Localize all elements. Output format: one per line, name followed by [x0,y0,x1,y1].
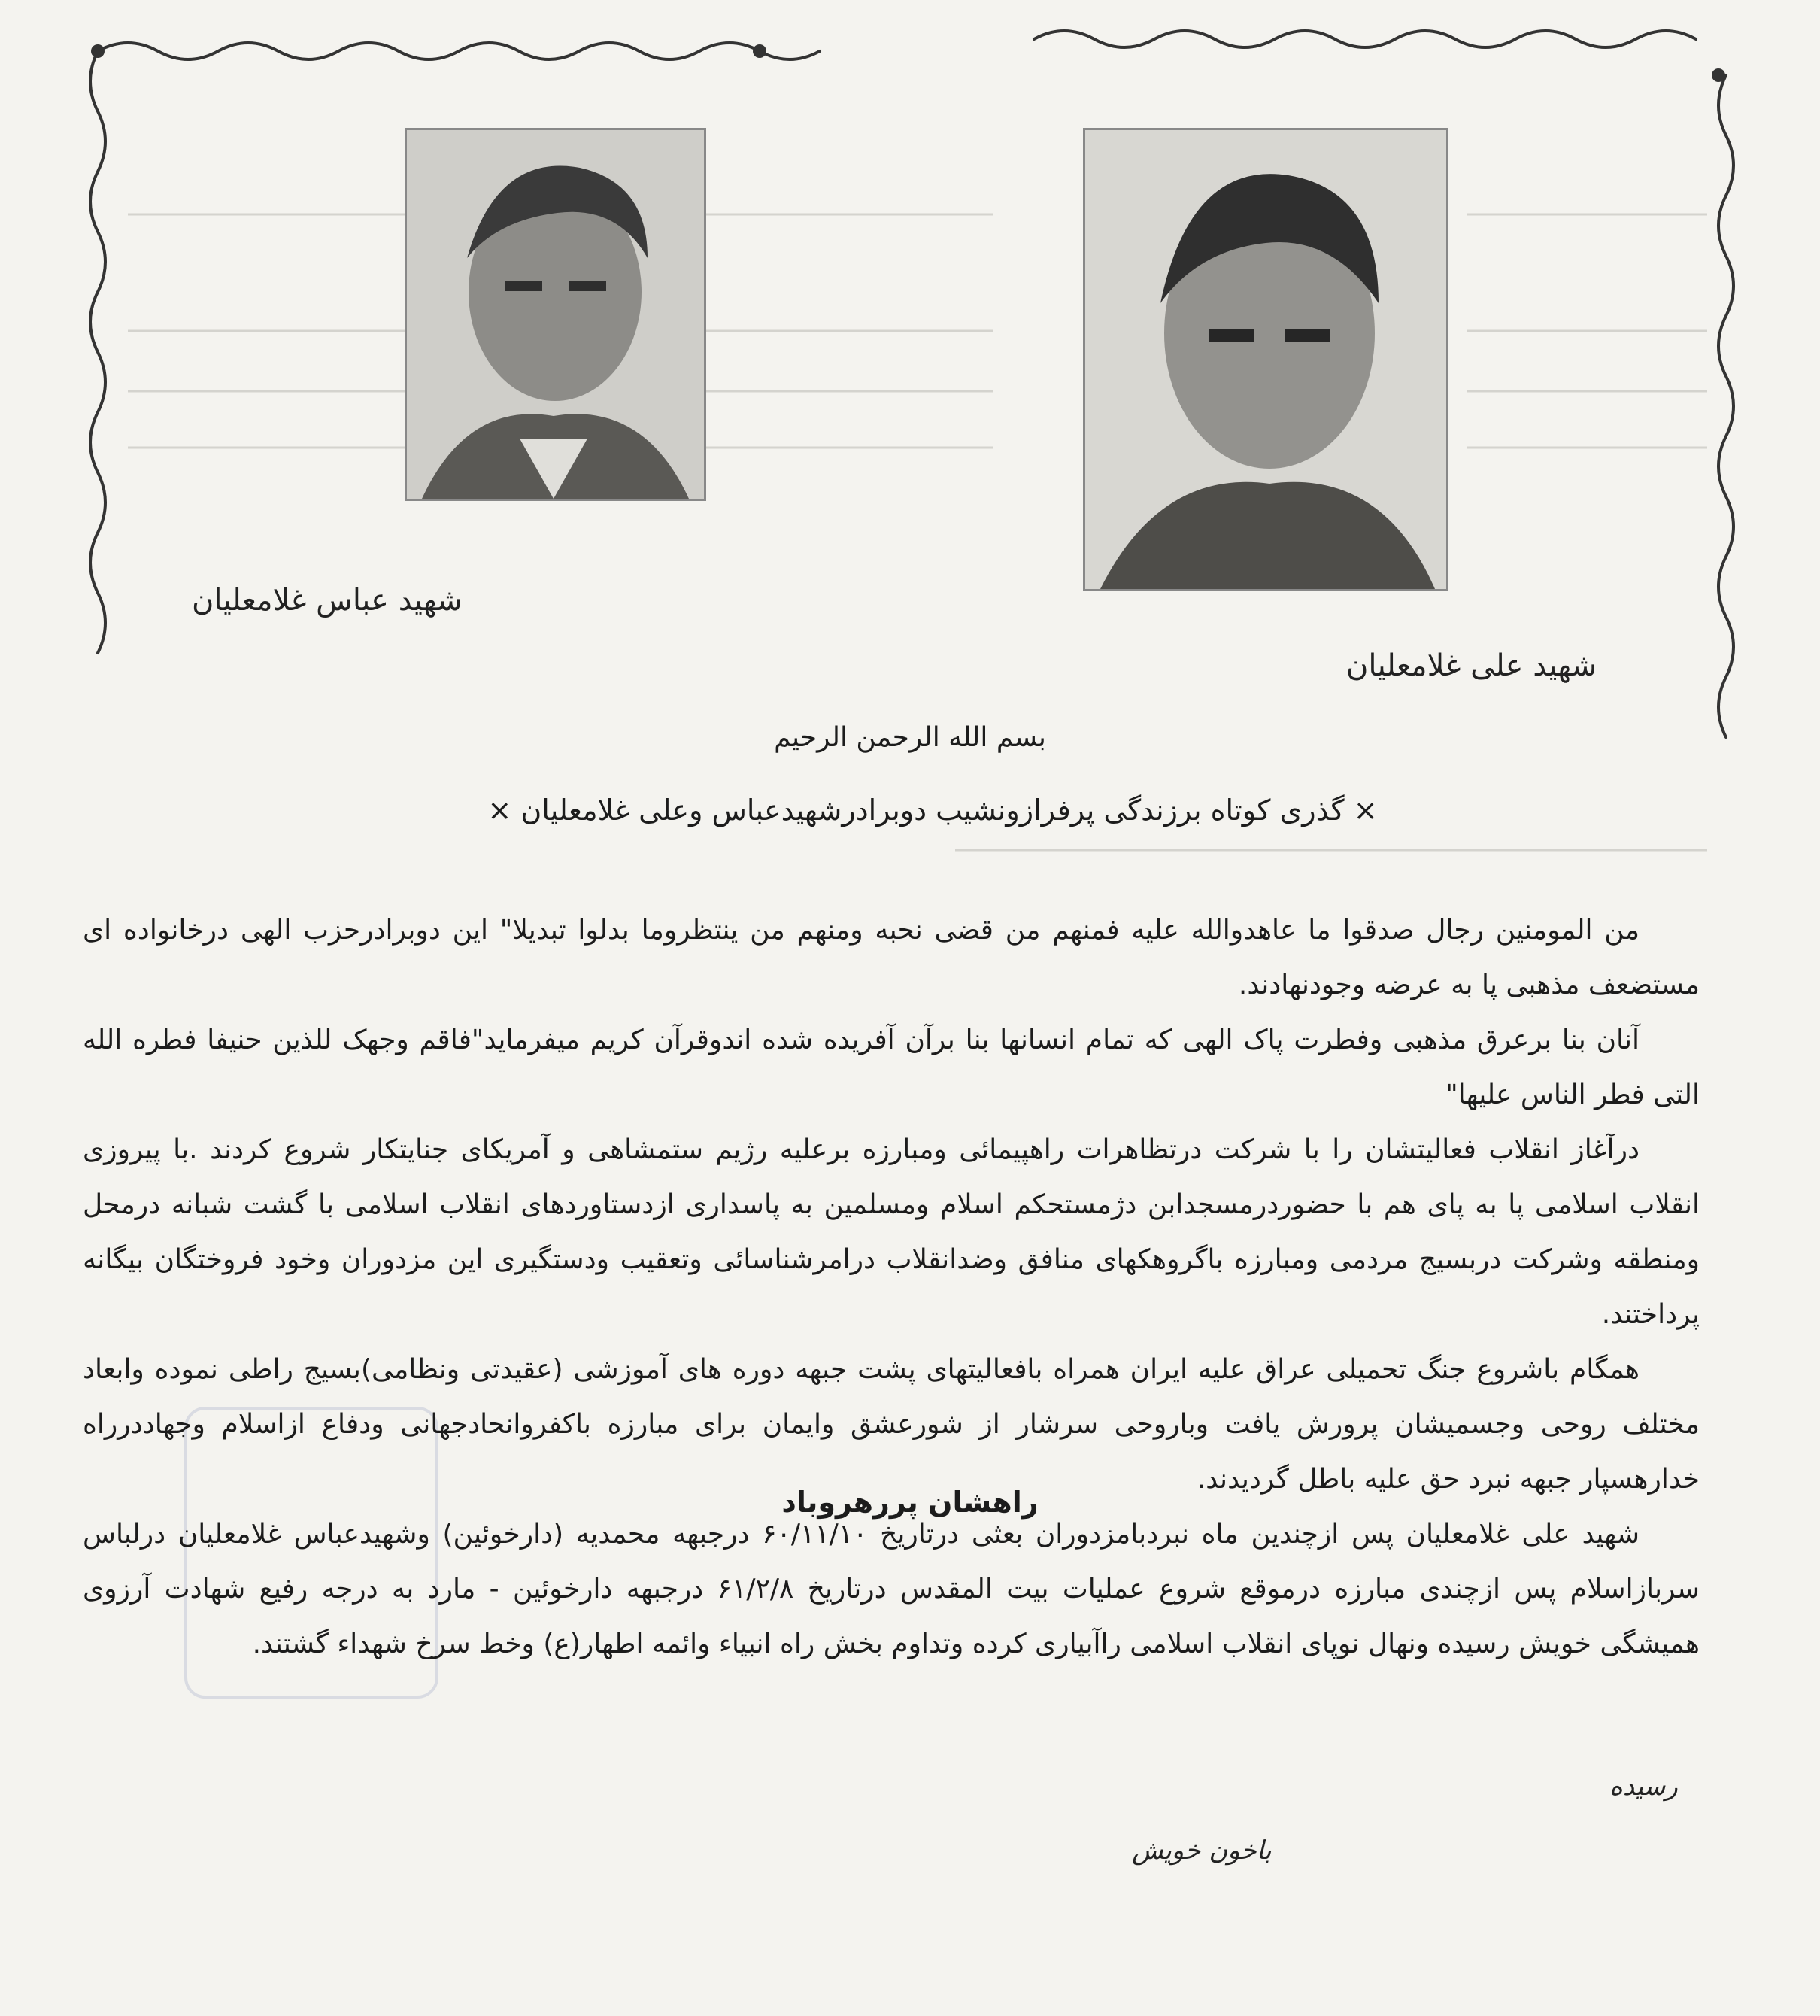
handwritten-insert-2: باخون خویش [1132,1835,1272,1866]
paragraph-1: من المومنین رجال صدقوا ما عاهدوالله علیه فمنهم من قضی نحبه ومنهم من ینتظروما بدلوا تبدیلا" این دوبرادرحزب الهی درخانواده ای مستضعف مذهبی پا به عرضه وجودنهادند. [83,915,1700,1000]
photo-ali [1083,128,1448,591]
paragraph-5: شهید علی غلامعلیان پس ازچندین ماه نبردبامزدوران بعثی درتاریخ ۶۰/۱۱/۱۰ درجبهه محمدیه (دارخوئین) وشهیدعباس غلامعلیان درلباس سربازاسلام پس ازچندی مبارزه درموقع شروع عملیات بیت المقدس درتاریخ ۶۱/۲/۸ درجبهه دارخوئین - مارد به درجه رفیع شهادت آرزوی همیشگی خویش رسیده ونهال نوپای انقلاب اسلامی راآبیاری کرده وتداوم بخش راه انبیاء وائمه اطهار(ع) وخط سرخ شهداء گشتند. [83,1519,1700,1659]
portrait-placeholder [407,130,704,499]
paragraph-3: درآغاز انقلاب فعالیتشان را با شرکت درتظاهرات راهپیمائی ومبارزه برعلیه رژیم ستمشاهی و آمریکای جنایتکار شروع کردند .با پیروزی انقلاب اسلامی پا به پای هم با حضوردرمسجدابن دژمستحکم اسلام ومسلمین به پاسداری ازدستاوردهای انقلاب اسلامی با گشت شبانه درمحل ومنطقه وشرکت دربسیج مردمی ومبارزه باگروهکهای منافق وضدانقلاب درامرشناسائی وتعقیب ودستگیری این مزدوران وخود فروختگان بیگانه پرداختند. [83,1134,1700,1330]
bismillah-heading: بسم الله الرحمن الرحیم [774,722,1046,753]
closing-line: راهشان پررهروباد [781,1486,1039,1519]
handwritten-insert-1: رسیده [1609,1772,1678,1802]
portrait-placeholder [1085,130,1446,589]
caption-ali: شهید علی غلامعلیان [1346,648,1597,683]
caption-abbas: شهید عباس غلامعلیان [192,583,463,618]
paragraph-2: آنان بنا برعرق مذهبی وفطرت پاک الهی که تمام انسانها بنا برآن آفریده شده اندوقرآن کریم میفرماید"فاقم وجهک للذین حنیفا فطره الله التی فطر الناس علیها" [83,1025,1700,1110]
paragraph-4: همگام باشروع جنگ تحمیلی عراق علیه ایران همراه بافعالیتهای پشت جبهه دوره های آموزشی (عقیدتی ونظامی)بسیج راطی نموده وابعاد مختلف روحی وجسمیشان پرورش یافت وباروحی سرشار از شورعشق وایمان برای مبارزه باکفروانحادجهانی ودفاع ازاسلام وجهاددرراه خدارهسپار جبهه نبرد حق علیه باطل گردیدند. [83,1354,1700,1495]
document-subtitle: × گذری کوتاه برزندگی پرفرازونشیب دوبرادرشهیدعباس وعلی غلامعلیان × [487,794,1378,827]
photo-abbas [405,128,706,501]
document-body [83,903,1700,1671]
